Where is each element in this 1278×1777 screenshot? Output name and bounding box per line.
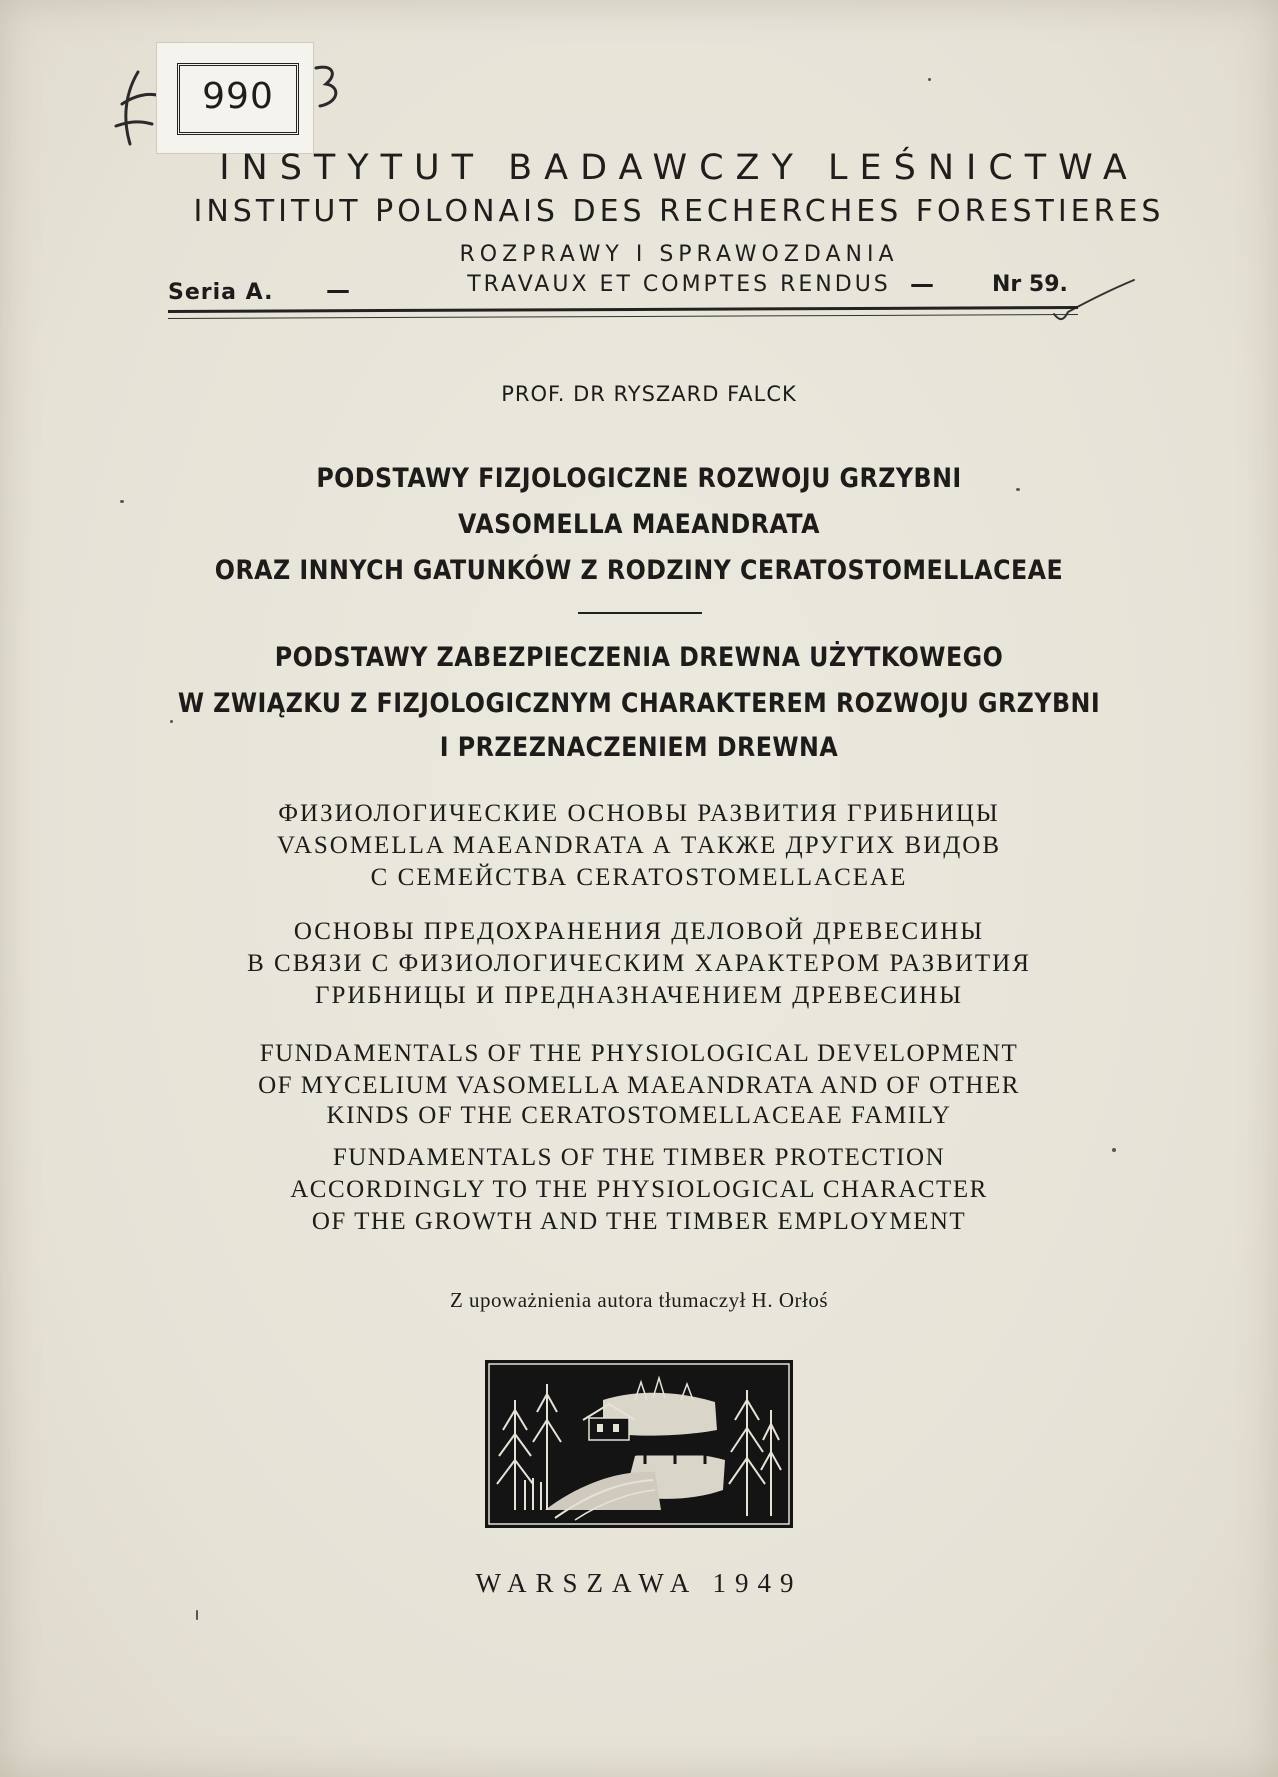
issue-number: Nr 59. (992, 272, 1068, 297)
institute-name-polish: INSTYTUT BADAWCZY LEŚNICTWA (219, 148, 1139, 188)
handwritten-check-mark (1050, 276, 1140, 326)
imprint-city-year: WARSZAWA 1949 (475, 1568, 803, 1598)
title-polish-line: VASOMELLA MAEANDRATA (458, 509, 820, 540)
stamp-frame (177, 63, 299, 135)
paper-speck (928, 78, 931, 81)
title-english-line: OF MYCELIUM VASOMELLA MAEANDRATA AND OF OTHER (258, 1072, 1020, 1099)
paper-speck (170, 720, 173, 723)
translator-credit: Z upoważnienia autora tłumaczył H. Orłoś (449, 1288, 829, 1312)
author-name: PROF. DR RYSZARD FALCK (501, 382, 797, 406)
institute-name-french: INSTITUT POLONAIS DES RECHERCHES FORESTIERES (193, 194, 1165, 229)
title-english-line: FUNDAMENTALS OF THE TIMBER PROTECTION (332, 1144, 946, 1171)
header-rule-thin (168, 314, 1078, 319)
title-russian-line: ГРИБНИЦЫ И ПРЕДНАЗНАЧЕНИЕМ ДРЕВЕСИНЫ (314, 982, 964, 1009)
paper-speck (120, 500, 124, 503)
paper-speck (1112, 1148, 1116, 1152)
subtitle-polish-line: PODSTAWY ZABEZPIECZENIA DREWNA UŻYTKOWEGO (274, 642, 1004, 673)
series-label: Seria A. (168, 280, 274, 305)
handwritten-mark-right (310, 60, 350, 120)
title-polish-line: PODSTAWY FIZJOLOGICZNE ROZWOJU GRZYBNI (316, 463, 962, 494)
paper-speck (1016, 488, 1020, 491)
title-russian-line: ФИЗИОЛОГИЧЕСКИЕ ОСНОВЫ РАЗВИТИЯ ГРИБНИЦЫ (278, 800, 1000, 827)
title-divider (578, 612, 702, 614)
title-english-line: ACCORDINGLY TO THE PHYSIOLOGICAL CHARACTER (290, 1176, 988, 1203)
title-russian-line: В СВЯЗИ С ФИЗИОЛОГИЧЕСКИМ ХАРАКТЕРОМ РАЗВИТИЯ (247, 950, 1031, 977)
forest-woodcut-emblem (485, 1360, 793, 1528)
series-name-french: TRAVAUX ET COMPTES RENDUS (467, 272, 891, 297)
series-dash-left: — (326, 276, 350, 304)
series-dash-right: — (910, 270, 934, 298)
subtitle-polish-line: W ZWIĄZKU Z FIZJOLOGICZNYM CHARAKTEREM ROZWOJU GRZYBNI (177, 688, 1101, 719)
series-name-polish: ROZPRAWY I SPRAWOZDANIA (459, 242, 899, 267)
stamp-number: 990 (202, 76, 274, 117)
header-rule-thick (168, 306, 1078, 313)
subtitle-polish-line: I PRZEZNACZENIEM DREWNA (439, 732, 839, 763)
title-english-line: OF THE GROWTH AND THE TIMBER EMPLOYMENT (311, 1208, 967, 1235)
title-polish-line: ORAZ INNYCH GATUNKÓW Z RODZINY CERATOSTOMELLACEAE (214, 555, 1064, 586)
library-stamp (156, 42, 314, 154)
title-english-line: FUNDAMENTALS OF THE PHYSIOLOGICAL DEVELOPMENT (259, 1040, 1019, 1067)
title-english-line: KINDS OF THE CERATOSTOMELLACEAE FAMILY (326, 1102, 952, 1129)
paper-speck (196, 1610, 198, 1620)
title-russian-line: ОСНОВЫ ПРЕДОХРАНЕНИЯ ДЕЛОВОЙ ДРЕВЕСИНЫ (293, 918, 985, 945)
title-russian-line: С СЕМЕЙСТВА CERATOSTOMELLACEAE (370, 864, 908, 891)
title-russian-line: VASOMELLA MAEANDRATA А ТАКЖЕ ДРУГИХ ВИДОВ (276, 832, 1002, 859)
